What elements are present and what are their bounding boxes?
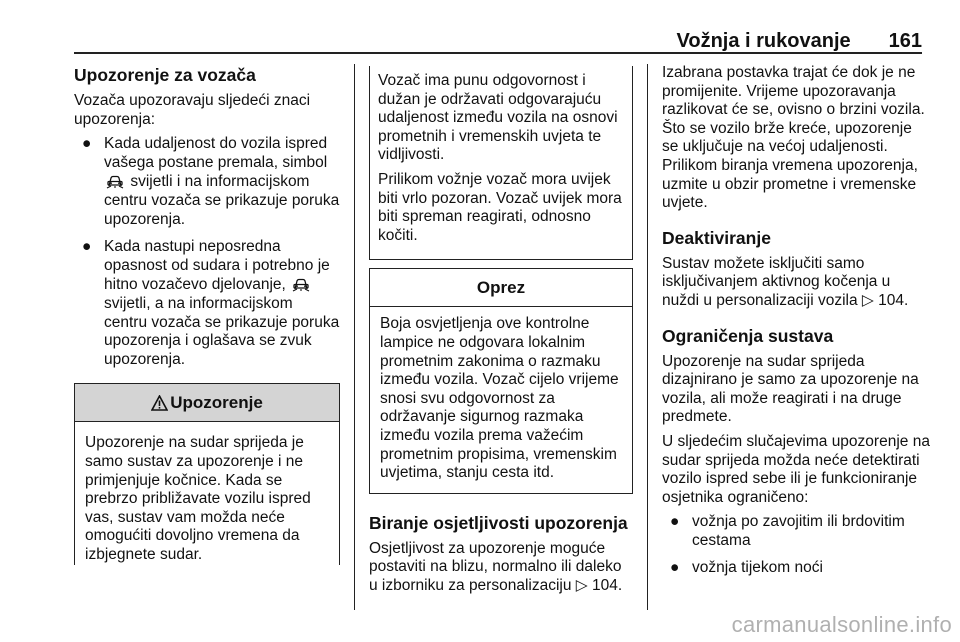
section-heading-driver-warning: Upozorenje za vozača [74,65,256,85]
page-ref[interactable]: 104. [592,576,623,594]
intro-text: Vozača upozoravaju sljedeći znaci upozorenja: [74,92,311,128]
warning-box [74,383,340,565]
caution-box-body: Boja osvjetljenja ove kontrolne lampice ne odgovara lokalnim prometnim zakonima o razmaku između vozila. Vozač cijelo vrijeme snosi svu odgovornost za održavanje sigurnog razmaka između vozila prema važećim prometnim propisima, vremenskim uvjetima, stanju cesta itd. [380,315,619,482]
limitations-text: Upozorenje na sudar sprijeda dizajnirano je samo za upozorenje na vozila, ali može reagirati i na druge predmete. [662,352,919,426]
column-3 [662,64,930,587]
section-heading-sensitivity: Biranje osjetljivosti upozorenja [369,512,628,533]
warning-box-body: Upozorenje na sudar sprijeda je samo sustav za upozorenje i ne primjenjuje kočnice. Kada se prebrzo približavate vozilu ispred vas, sustav vam možda neće omogućiti dovoljno vremena da izbjegnete sudar. [85,434,311,563]
car-collision-icon [106,172,124,189]
setting-duration-text: Izabrana postavka trajat će dok je ne promijenite. Vrijeme upozoravanja razlikovat će se, ovisno o brzini vozila. Što se vozilo brže kreće, upozorenje se uključuje na većoj udaljenosti. Prilikom biranja vremena upozorenja, uzmite u obzir prometne i vremenske uvjete. [662,64,925,212]
column-1 [74,64,340,565]
section-heading-limitations: Ograničenja sustava [662,325,834,346]
section-heading-deactivation: Deaktiviranje [662,227,771,248]
page-ref[interactable]: 104. [878,291,909,309]
warning-signs-list [74,135,340,369]
limitations-list [662,513,930,578]
watermark: carmanualsonline.info [731,612,952,637]
warning-triangle-icon [151,395,168,411]
page-number: 161 [888,30,922,52]
bullet-dot: ● [82,238,92,256]
caution-box [369,268,633,493]
header-divider [74,52,922,54]
bullet-dot: ● [82,135,92,153]
column-2 [369,66,633,601]
warning-box-continued [369,66,633,260]
list-item: ● Kada udaljenost do vozila ispred vašega postane premala, simbol svijetli i na informacijskom centru vozača se prikazuje poruka upozorenja. [82,135,340,228]
list-item: ● Kada nastupi neposredna opasnost od sudara i potrebno je hitno vozačevo djelovanje, svijetli, a na informacijskom centru vozača se prikazuje poruka upozorenja i oglašava se zvuk upozorenja. [82,238,340,368]
column-divider-2 [647,64,648,610]
arrow-ref-icon: ▷ [575,576,588,594]
column-divider-1 [354,64,355,610]
page-header [677,30,923,53]
list-item: ● vožnja po zavojitim ili brdovitim cestama [670,513,905,549]
header-title: Vožnja i rukovanje [676,30,851,52]
warning-box-title: Upozorenje [170,393,263,413]
bullet-dot: ● [670,513,680,531]
caution-box-header [370,269,632,307]
car-collision-icon [292,275,310,292]
sensitivity-text: Osjetljivost za upozorenje moguće postaviti na blizu, normalno ili daleko u izborniku za personalizaciju ▷ 104. [369,539,623,594]
warning-box-header [75,384,339,422]
arrow-ref-icon: ▷ [861,291,874,309]
conditions-intro: U sljedećim slučajevima upozorenje na sudar sprijeda možda neće detektirati vozilo ispred sebe ili je funkcioniranje osjetnika ograničeno: [662,432,930,506]
bullet-dot: ● [670,559,680,577]
caution-box-title: Oprez [476,278,526,298]
attention-text: Prilikom vožnje vozač mora uvijek biti vrlo pozoran. Vozač uvijek mora biti spreman reagirati, odnosno kočiti. [378,170,622,244]
responsibility-text: Vozač ima punu odgovornost i dužan je održavati odgovarajuću udaljenost između vozila na osnovi prometnih i vremenskih uvjeta te vidljivosti. [378,72,618,164]
deactivation-text: Sustav možete isključiti samo isključivanjem aktivnog kočenja u nuždi u personalizaciji vozila ▷ 104. [662,254,909,309]
list-item: ● vožnja tijekom noći [670,559,823,577]
